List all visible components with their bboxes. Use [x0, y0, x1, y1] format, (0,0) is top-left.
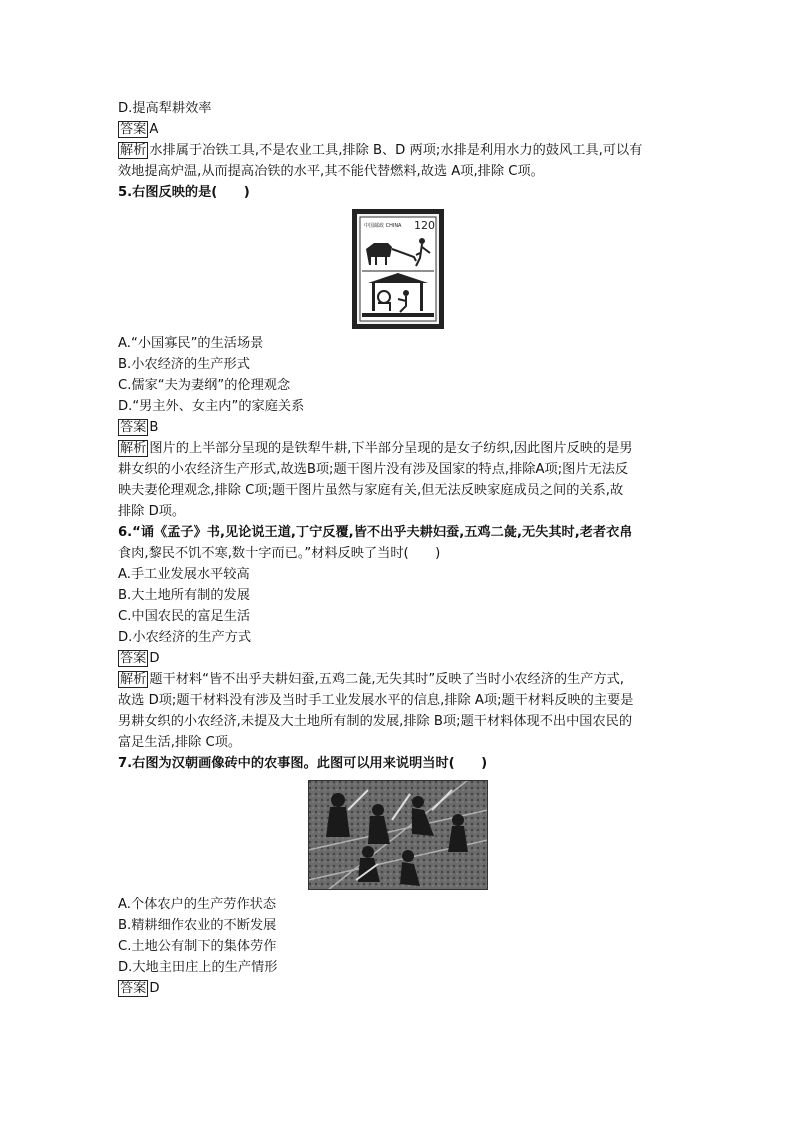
- q5-option-c: C.儒家“夫为妻纲”的伦理观念: [118, 378, 291, 393]
- q7-stem: 7.右图为汉朝画像砖中的农事图。此图可以用来说明当时( ): [118, 756, 488, 771]
- analysis-tag: 解析: [120, 143, 147, 158]
- analysis-tag: 解析: [120, 672, 147, 687]
- q6-analysis-line-2: 故选 D项;题干材料没有涉及当时手工业发展水平的信息,排除 A项;题干材料反映的主要是: [118, 693, 634, 708]
- q6-analysis-line-3: 男耕女织的小农经济,未提及大土地所有制的发展,排除 B项;题干材料体现不出中国农民的: [118, 714, 632, 729]
- q6-answer-row: [118, 648, 678, 669]
- q5-figure: [118, 209, 678, 329]
- brick-relief-image: [308, 780, 488, 890]
- analysis-text: 图片的上半部分呈现的是铁犁牛耕,下半部分呈现的是女子纺织,因此图片反映的是男: [149, 441, 633, 456]
- q5-analysis-line-4: 排除 D项。: [118, 504, 186, 519]
- q4-answer-row: [118, 119, 678, 140]
- stamp-country: 中国邮政 CHINA: [364, 223, 402, 229]
- answer-tag: 答案: [120, 651, 147, 666]
- q7-option-b: B.精耕细作农业的不断发展: [118, 918, 277, 933]
- answer-tag: 答案: [120, 981, 147, 996]
- q6-option-a: A.手工业发展水平较高: [118, 567, 250, 582]
- q4-option-d: D.提高犁耕效率: [118, 101, 212, 116]
- q5-answer-row: [118, 417, 678, 438]
- document-page: [118, 98, 678, 999]
- q5-analysis-line-1: [118, 438, 678, 459]
- q6-option-d: D.小农经济的生产方式: [118, 630, 252, 645]
- q5-option-b: B.小农经济的生产形式: [118, 357, 250, 372]
- analysis-tag: 解析: [120, 441, 147, 456]
- q6-stem-line-2: 食肉,黎民不饥不寒,数十字而已。”材料反映了当时( ): [118, 546, 441, 561]
- q6-option-c: C.中国农民的富足生活: [118, 609, 251, 624]
- q5-analysis-line-3: 映夫妻伦理观念,排除 C项;题干图片虽然与家庭有关,但无法反映家庭成员之间的关系,故: [118, 483, 624, 498]
- answer-tag: 答案: [120, 420, 147, 435]
- q5-option-a: A.“小国寡民”的生活场景: [118, 336, 264, 351]
- q7-figure: [118, 780, 678, 890]
- q7-option-c: C.土地公有制下的集体劳作: [118, 939, 277, 954]
- q6-option-b: B.大土地所有制的发展: [118, 588, 250, 603]
- q4-analysis-line-1: [118, 140, 678, 161]
- q6-stem-line-1: 6.“诵《孟子》书,见论说王道,丁宁反覆,皆不出乎夫耕妇蚕,五鸡二彘,无失其时,老者衣帛: [118, 525, 633, 540]
- q4-analysis-line-2: 效地提高炉温,从而提高冶铁的水平,其不能代替燃料,故选 A项,排除 C项。: [118, 164, 544, 179]
- q6-analysis-line-4: 富足生活,排除 C项。: [118, 735, 242, 750]
- stamp-value: 120: [414, 219, 435, 232]
- analysis-text: 水排属于冶铁工具,不是农业工具,排除 B、D 两项;水排是利用水力的鼓风工具,可以有: [149, 143, 643, 158]
- q5-stem: 5.右图反映的是( ): [118, 185, 250, 200]
- answer-value: B: [149, 420, 159, 435]
- answer-value: D: [149, 651, 160, 666]
- q7-answer-row: [118, 978, 678, 999]
- q6-analysis-line-1: [118, 669, 678, 690]
- answer-value: A: [149, 122, 159, 137]
- q7-option-a: A.个体农户的生产劳作状态: [118, 897, 277, 912]
- answer-tag: 答案: [120, 122, 147, 137]
- answer-value: D: [149, 981, 160, 996]
- stamp-image: [352, 209, 444, 329]
- q5-option-d: D.“男主外、女主内”的家庭关系: [118, 399, 305, 414]
- analysis-text: 题干材料“皆不出乎夫耕妇蚕,五鸡二彘,无失其时”反映了当时小农经济的生产方式,: [149, 672, 624, 687]
- q5-analysis-line-2: 耕女织的小农经济生产形式,故选B项;题干图片没有涉及国家的特点,排除A项;图片无法反: [118, 462, 629, 477]
- q7-option-d: D.大地主田庄上的生产情形: [118, 960, 278, 975]
